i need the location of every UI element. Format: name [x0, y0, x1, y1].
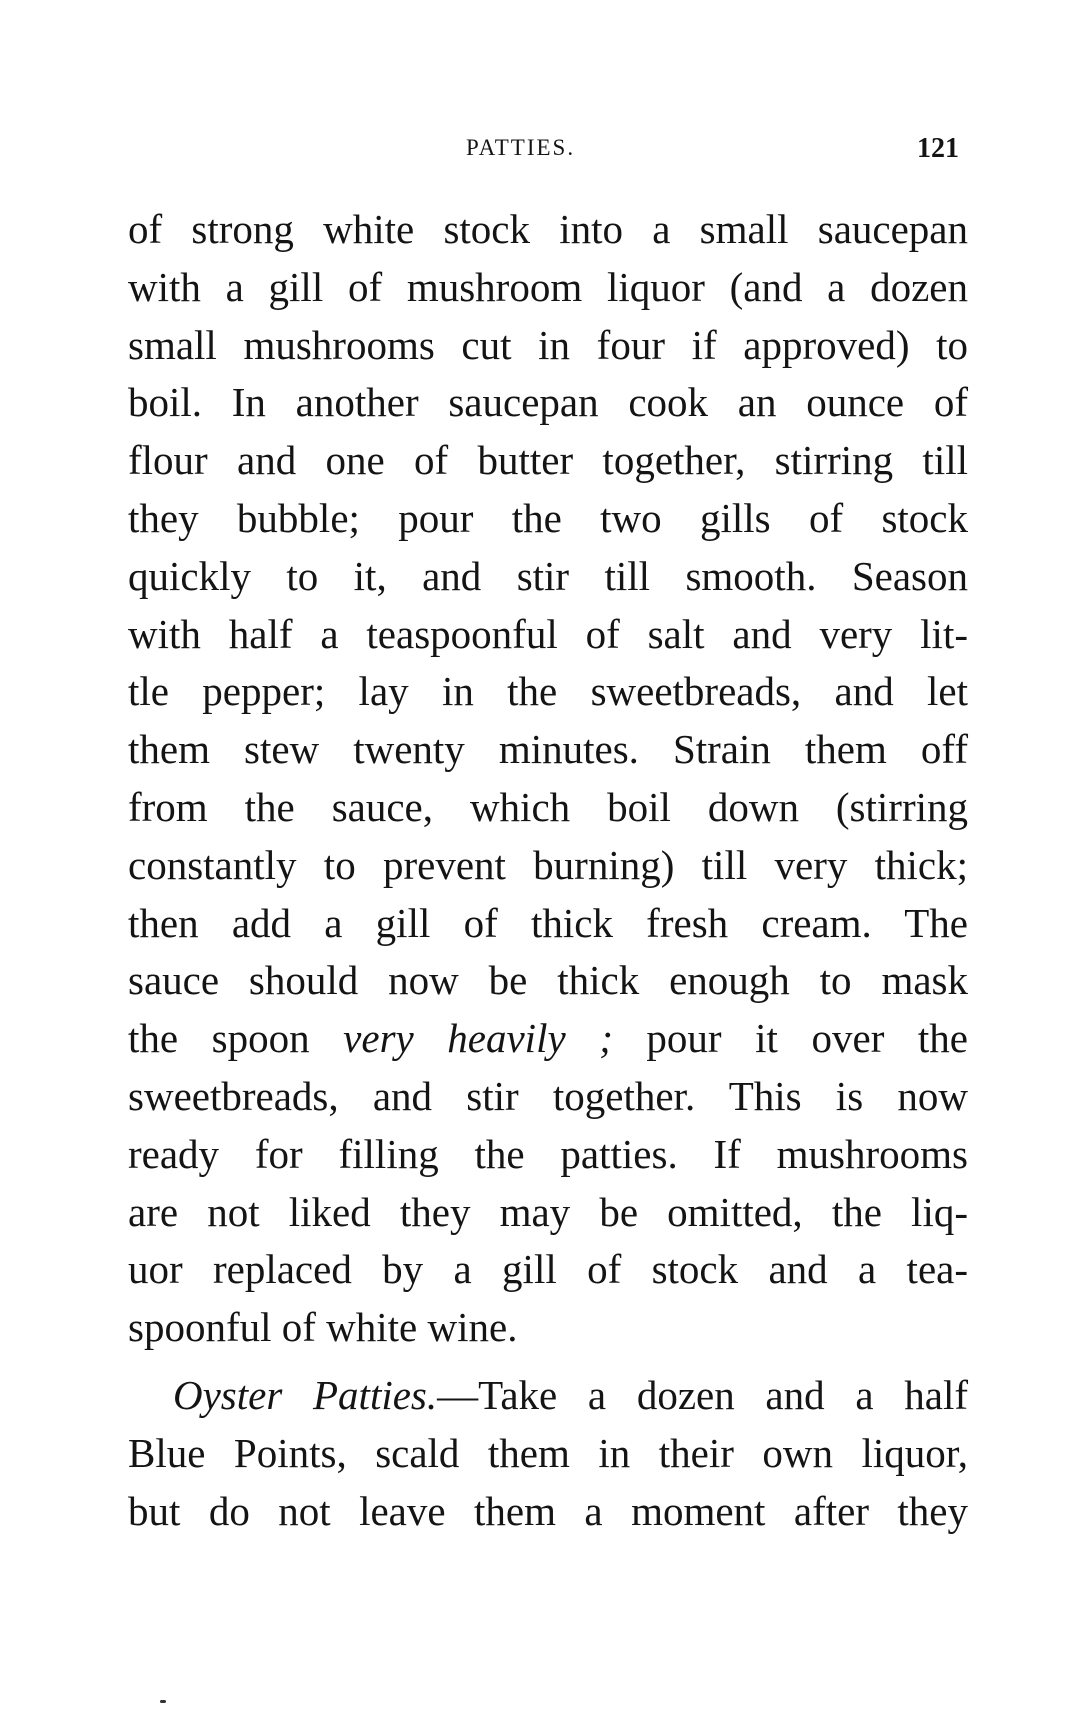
line-text-after: pour it over the [612, 1015, 968, 1062]
text-line: with half a teaspoonful of salt and very lit- [128, 610, 968, 657]
text-line: are not liked they may be omitted, the liq- [128, 1188, 968, 1235]
line-text-before: the spoon [128, 1015, 344, 1062]
text-line-with-emphasis [128, 1010, 968, 1068]
text-line: constantly to prevent burning) till very thick; [128, 841, 968, 888]
text-line: Blue Points, scald them in their own liquor, [128, 1429, 968, 1476]
text-line: with a gill of mushroom liquor (and a dozen [128, 263, 968, 310]
text-line: sweetbreads, and stir together. This is now [128, 1072, 968, 1119]
line-text-after: —Take a dozen and a half [437, 1371, 968, 1418]
text-line: but do not leave them a moment after they [128, 1487, 968, 1534]
text-line: uor replaced by a gill of stock and a tea- [128, 1246, 968, 1293]
body-text [128, 201, 968, 1540]
running-title: PATTIES. [466, 135, 576, 160]
text-line: sauce should now be thick enough to mask [128, 957, 968, 1004]
text-line: spoonful of white wine. [128, 1304, 518, 1351]
text-line: tle pepper; lay in the sweetbreads, and let [128, 668, 968, 715]
text-line: of strong white stock into a small saucepan [128, 206, 968, 252]
text-line: them stew twenty minutes. Strain them off [128, 726, 968, 773]
emphasis-very-heavily: very heavily ; [343, 1015, 613, 1062]
text-line: boil. In another saucepan cook an ounce of [128, 379, 968, 426]
text-line: flour and one of butter together, stirring till [128, 437, 968, 484]
text-line: small mushrooms cut in four if approved) to [128, 321, 968, 368]
text-line: ready for filling the patties. If mushrooms [128, 1130, 968, 1177]
text-line: quickly to it, and stir till smooth. Season [128, 552, 968, 599]
text-line: from the sauce, which boil down (stirring [128, 783, 968, 830]
section-heading-oyster-patties: Oyster Patties. [173, 1371, 438, 1418]
paragraph-sweetbread-patties [128, 201, 968, 1357]
running-head [0, 128, 1085, 168]
text-line: they bubble; pour the two gills of stock [128, 494, 968, 541]
print-speck [160, 1700, 166, 1703]
paragraph-oyster-patties [128, 1367, 968, 1540]
text-line-with-heading [128, 1367, 968, 1425]
text-line: then add a gill of thick fresh cream. The [128, 899, 968, 946]
paragraph-gap [128, 1357, 968, 1367]
page-number: 121 [917, 133, 959, 164]
